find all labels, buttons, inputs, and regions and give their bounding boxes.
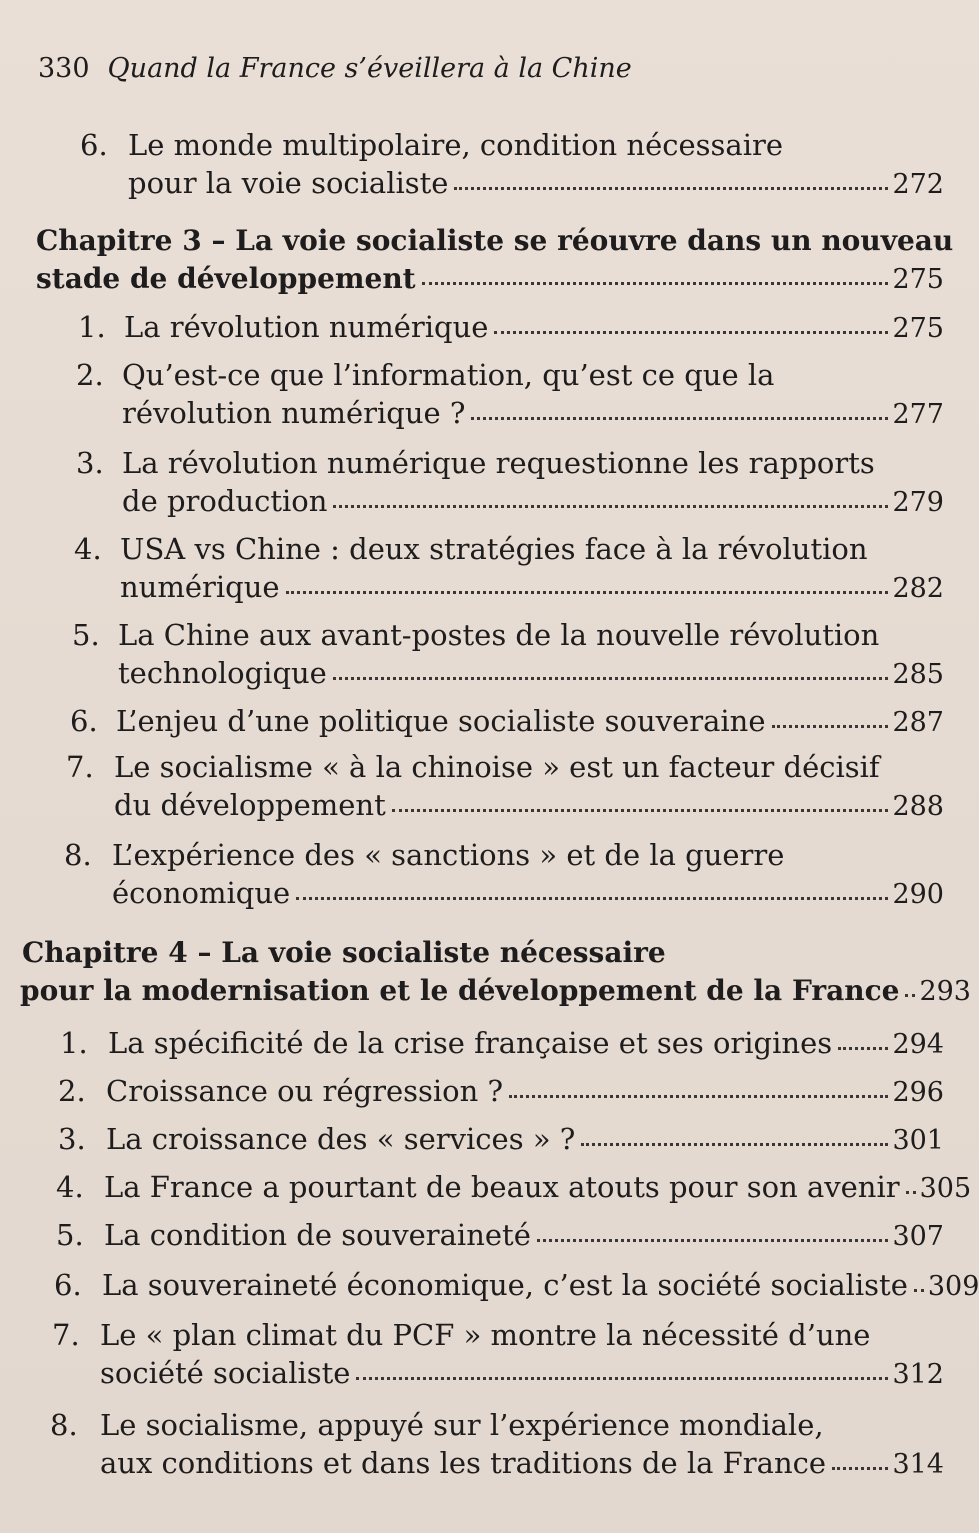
toc-entry-number: 4.: [56, 1170, 84, 1204]
toc-entry-text: L’enjeu d’une politique socialiste souveraine: [116, 704, 766, 738]
toc-page-number: 290: [892, 879, 944, 910]
toc-page-number: 279: [892, 487, 944, 518]
dot-leader: [333, 505, 888, 508]
book-title: Quand la France s’éveillera à la Chine: [107, 53, 632, 84]
toc-entry-number: 8.: [64, 838, 92, 872]
page-folio: 330: [38, 53, 90, 84]
dot-leader: [392, 809, 889, 812]
toc-entry-ch3-3: [76, 444, 944, 522]
toc-page-number: 293: [919, 976, 971, 1007]
toc-chapter-3: [36, 222, 954, 299]
toc-entry-text: La Chine aux avant-postes de la nouvelle révolution: [118, 618, 880, 652]
dot-leader: [537, 1239, 889, 1242]
toc-page-number: 287: [892, 707, 944, 738]
toc-entry-ch4-7: [52, 1316, 944, 1394]
dot-leader: [838, 1047, 888, 1050]
toc-entry-ch3-4: [74, 530, 944, 608]
toc-chapter-4: [20, 934, 971, 1011]
toc-entry-number: 3.: [76, 446, 104, 480]
dot-leader: [454, 187, 888, 190]
toc-entry-number: 4.: [74, 532, 102, 566]
toc-entry-ch4-2: [58, 1072, 944, 1112]
chapter-title: Chapitre 3 – La voie socialiste se réouvre dans un nouveau: [36, 224, 954, 257]
toc-entry-text: La France a pourtant de beaux atouts pour son avenir: [104, 1170, 900, 1204]
toc-entry-text: numérique: [120, 570, 280, 604]
toc-entry-number: 3.: [58, 1122, 86, 1156]
dot-leader: [356, 1377, 888, 1380]
toc-entry-ch4-5: [56, 1216, 944, 1256]
toc-entry-text: révolution numérique ?: [122, 396, 466, 430]
toc-entry-number: 6.: [80, 128, 108, 162]
toc-entry-number: 6.: [54, 1268, 82, 1302]
toc-entry-text: La croissance des « services » ?: [106, 1122, 576, 1156]
running-head: [38, 52, 632, 86]
toc-entry-number: 5.: [56, 1218, 84, 1252]
toc-entry-number: 7.: [52, 1318, 80, 1352]
toc-entry-number: 6.: [70, 704, 98, 738]
toc-entry-number: 7.: [66, 750, 94, 784]
dot-leader: [422, 282, 889, 285]
toc-entry-ch4-4: [56, 1168, 972, 1208]
toc-entry-number: 8.: [50, 1408, 78, 1442]
toc-page-number: 305: [919, 1173, 972, 1204]
toc-entry-text: Le socialisme « à la chinoise » est un facteur décisif: [114, 750, 880, 784]
toc-page-number: 288: [892, 791, 944, 822]
toc-entry-text: pour la voie socialiste: [128, 166, 449, 200]
dot-leader: [914, 1289, 924, 1292]
toc-entry-number: 2.: [58, 1074, 86, 1108]
chapter-title: stade de développement: [36, 262, 416, 295]
dot-leader: [471, 417, 888, 420]
toc-page-number: 314: [892, 1449, 944, 1480]
chapter-title: Chapitre 4 – La voie socialiste nécessaire: [22, 936, 666, 969]
dot-leader: [286, 591, 889, 594]
dot-leader: [581, 1143, 888, 1146]
toc-entry-ch4-1: [60, 1024, 944, 1064]
toc-page-number: 301: [892, 1125, 944, 1156]
toc-page-number: 312: [892, 1359, 944, 1390]
toc-entry-text: L’expérience des « sanctions » et de la guerre: [112, 838, 785, 872]
toc-page-number: 294: [892, 1029, 944, 1060]
toc-entry-ch3-2: [76, 356, 944, 434]
dot-leader: [333, 677, 889, 680]
toc-entry-text: de production: [122, 484, 328, 518]
toc-entry-ch4-6: [54, 1266, 979, 1306]
toc-entry-text: La spécificité de la crise française et ses origines: [108, 1026, 833, 1060]
toc-page-number: 285: [892, 659, 944, 690]
toc-entry-ch2-6: [80, 126, 944, 204]
toc-page-number: 275: [892, 264, 944, 295]
chapter-title: pour la modernisation et le développement de la France: [20, 974, 900, 1007]
toc-entry-ch3-6: [70, 702, 944, 742]
toc-page-number: 296: [892, 1077, 944, 1108]
toc-entry-text: aux conditions et dans les traditions de la France: [100, 1446, 827, 1480]
toc-entry-text: La révolution numérique requestionne les rapports: [122, 446, 875, 480]
toc-entry-text: Le socialisme, appuyé sur l’expérience mondiale,: [100, 1408, 824, 1442]
toc-entry-text: La souveraineté économique, c’est la société socialiste: [102, 1268, 908, 1302]
toc-entry-text: USA vs Chine : deux stratégies face à la révolution: [120, 532, 868, 566]
toc-entry-number: 1.: [78, 310, 106, 344]
toc-entry-text: société socialiste: [100, 1356, 351, 1390]
dot-leader: [906, 1191, 916, 1194]
toc-entry-text: Le monde multipolaire, condition nécessaire: [128, 128, 784, 162]
toc-entry-ch3-8: [64, 836, 944, 914]
toc-page-number: 272: [892, 169, 944, 200]
toc-page-number: 309: [927, 1271, 979, 1302]
toc-entry-text: Le « plan climat du PCF » montre la nécessité d’une: [100, 1318, 871, 1352]
toc-entry-ch3-1: [78, 308, 944, 348]
dot-leader: [905, 994, 915, 997]
dot-leader: [494, 331, 888, 334]
toc-page-number: 307: [892, 1221, 944, 1252]
toc-entry-text: La condition de souveraineté: [104, 1218, 531, 1252]
toc-entry-text: Qu’est-ce que l’information, qu’est ce que la: [122, 358, 775, 392]
toc-entry-text: La révolution numérique: [124, 310, 489, 344]
toc-entry-text: technologique: [118, 656, 327, 690]
dot-leader: [832, 1467, 888, 1470]
toc-entry-ch4-3: [58, 1120, 944, 1160]
toc-entry-number: 1.: [60, 1026, 88, 1060]
toc-entry-ch3-7: [66, 748, 944, 826]
toc-page-number: 275: [892, 313, 944, 344]
toc-page-number: 277: [892, 399, 944, 430]
toc-page-number: 282: [892, 573, 944, 604]
toc-entry-number: 2.: [76, 358, 104, 392]
toc-entry-text: du développement: [114, 788, 386, 822]
toc-entry-text: Croissance ou régression ?: [106, 1074, 504, 1108]
dot-leader: [296, 897, 888, 900]
toc-entry-text: économique: [112, 876, 291, 910]
toc-entry-number: 5.: [72, 618, 100, 652]
dot-leader: [509, 1095, 888, 1098]
toc-entry-ch3-5: [72, 616, 944, 694]
toc-entry-ch4-8: [50, 1406, 944, 1484]
dot-leader: [772, 725, 889, 728]
